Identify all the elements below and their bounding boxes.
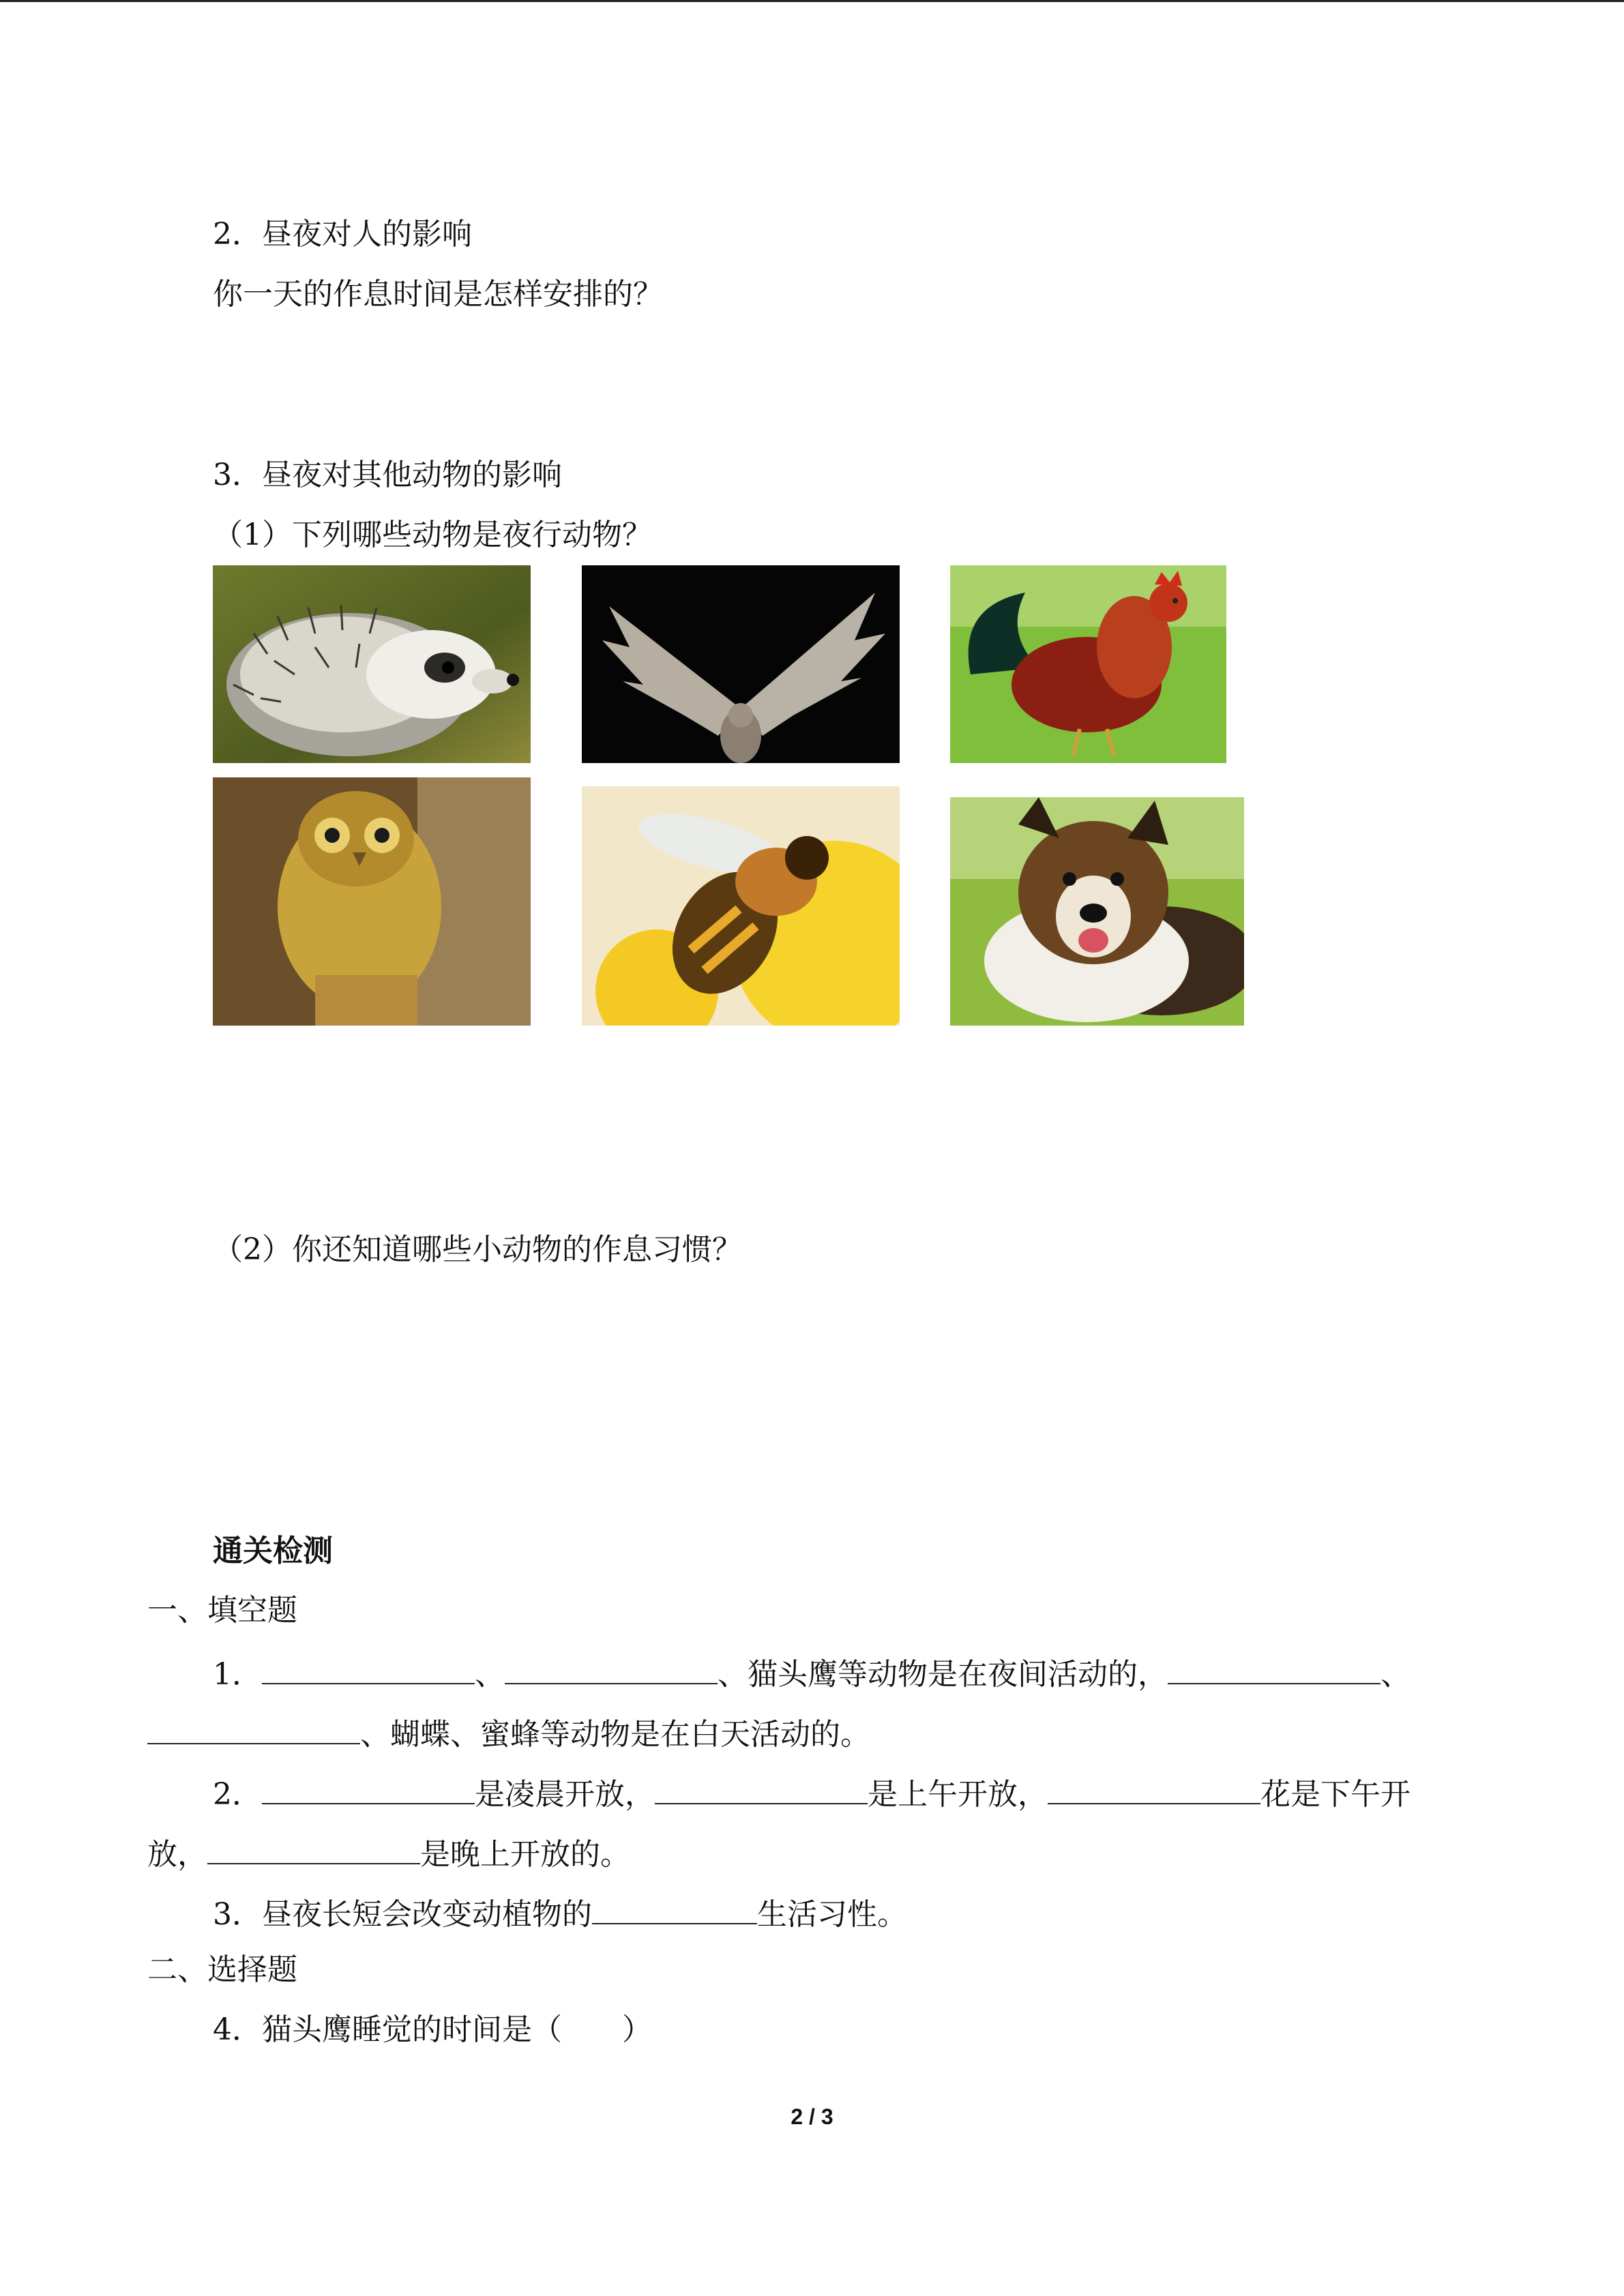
page-number: 2 / 3 [791, 2104, 833, 2129]
question-text: 、猫头鹰等动物是在夜间活动的， [718, 1657, 1168, 1692]
section-heading-day-night-people: 2．昼夜对人的影响 [213, 217, 472, 252]
fill-question-2-line1 [213, 1776, 1411, 1810]
choice-question-4: 4．猫头鹰睡觉的时间是（ ） [213, 2012, 652, 2047]
answer-blank[interactable] [1168, 1656, 1381, 1684]
separator: 、 [1381, 1657, 1411, 1692]
question-text: 花是下午开 [1260, 1777, 1411, 1812]
fill-question-2-line2 [147, 1836, 630, 1870]
question-text: 放， [147, 1837, 207, 1872]
top-border [0, 0, 1624, 2]
question-animal-habits: （2）你还知道哪些小动物的作息习惯？ [213, 1232, 742, 1267]
question-text: 、蝴蝶、蜜蜂等动物是在白天活动的。 [360, 1717, 870, 1752]
rooster-image [950, 565, 1226, 763]
question-nocturnal-animals: （1）下列哪些动物是夜行动物？ [213, 518, 652, 552]
test-section-title: 通关检测 [213, 1534, 333, 1568]
answer-blank[interactable] [1048, 1776, 1260, 1804]
bat-image [582, 565, 900, 763]
multiple-choice-heading: 二、选择题 [147, 1952, 297, 1987]
separator: 、 [475, 1657, 505, 1692]
answer-blank[interactable] [207, 1836, 420, 1864]
question-number: 1． [213, 1657, 262, 1692]
question-text: 是凌晨开放， [475, 1777, 655, 1812]
question-number: 2． [213, 1777, 262, 1812]
fill-question-1-line1 [213, 1656, 1411, 1690]
section-heading-day-night-animals: 3．昼夜对其他动物的影响 [213, 458, 562, 492]
question-daily-schedule: 你一天的作息时间是怎样安排的？ [213, 277, 663, 312]
answer-blank[interactable] [505, 1656, 718, 1684]
bee-image [582, 786, 900, 1026]
answer-blank[interactable] [262, 1656, 475, 1684]
question-text: 3．昼夜长短会改变动植物的 [213, 1897, 592, 1932]
question-text: 是晚上开放的。 [420, 1837, 630, 1872]
dog-image [950, 797, 1244, 1026]
owl-image [213, 777, 531, 1026]
fill-in-blank-heading: 一、填空题 [147, 1593, 297, 1628]
question-text: 生活习性。 [757, 1897, 907, 1932]
fill-question-1-line2 [147, 1716, 870, 1750]
question-text: 是上午开放， [868, 1777, 1048, 1812]
answer-blank[interactable] [147, 1716, 360, 1744]
answer-blank[interactable] [262, 1776, 475, 1804]
answer-blank[interactable] [592, 1896, 757, 1924]
hedgehog-image [213, 565, 531, 763]
answer-blank[interactable] [655, 1776, 868, 1804]
fill-question-3 [213, 1896, 907, 1930]
